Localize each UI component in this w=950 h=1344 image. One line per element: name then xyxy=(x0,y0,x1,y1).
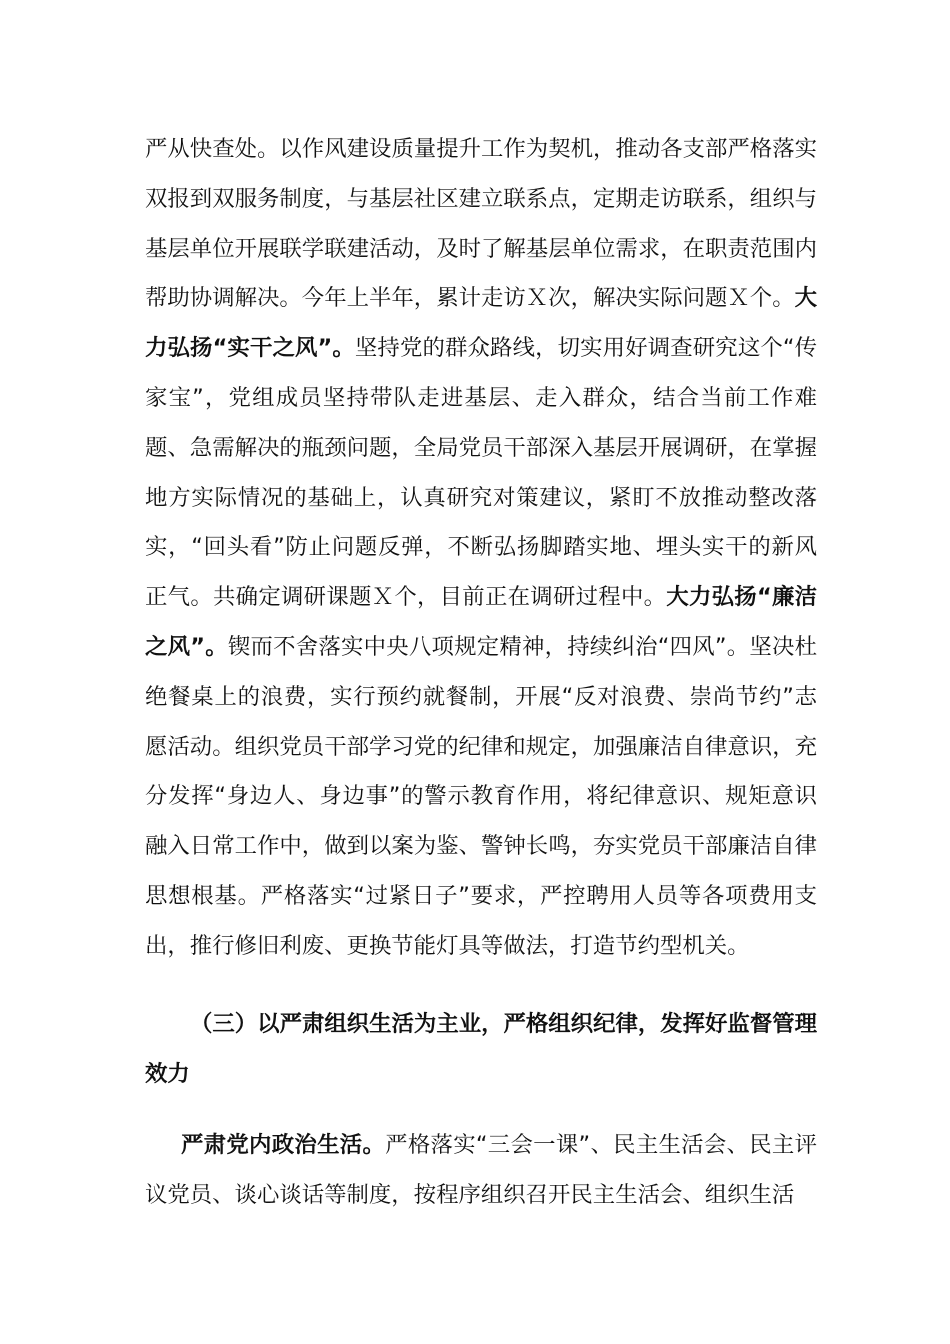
paragraph-text: 坚持党的群众路线，切实用好调查研究这个“传家宝”，党组成员坚持带队走进基层、走入群众，结合当前工作难题、急需解决的瓶颈问题，全局党员干部深入基层开展调研，在掌握地方实际情况的基础上，认真研究对策建议，紧盯不放推动整改落实，“回头看”防止问题反弹，不断弘扬脚踏实地、埋头实干的新风正气。共确定调研课题Ｘ个，目前正在调研过程中。 xyxy=(145,335,817,611)
paragraph-text: 严从快查处。以作风建设质量提升工作为契机，推动各支部严格落实双报到双服务制度，与基层社区建立联系点，定期走访联系，组织与基层单位开展联学联建活动，及时了解基层单位需求，在职责范围内帮助协调解决。今年上半年，累计走访Ｘ次，解决实际问题Ｘ个。 xyxy=(145,136,817,312)
bold-subheading: 严肃党内政治生活。 xyxy=(181,1132,386,1158)
paragraph-text: 严格落实“三会一课”、民主生活会、民主评议党员、谈心谈话等制度，按程序组织召开民主生活会、组织生活 xyxy=(145,1132,818,1208)
bold-subheading: 大力弘扬“廉洁之风”。 xyxy=(145,584,818,660)
section-heading: （三）以严肃组织生活为主业，严格组织纪律，发挥好监督管理效力 xyxy=(145,1011,817,1087)
paragraph-text: 锲而不舍落实中央八项规定精神，持续纠治“四风”。坚决杜绝餐桌上的浪费，实行预约就餐制，开展“反对浪费、崇尚节约”志愿活动。组织党员干部学习党的纪律和规定，加强廉洁自律意识，充分发挥“身边人、身边事”的警示教育作用，将纪律意识、规矩意识融入日常工作中，做到以案为鉴、警钟长鸣，夯实党员干部廉洁自律思想根基。严格落实“过紧日子”要求，严控聘用人员等各项费用支出，推行修旧利废、更换节能灯具等做法，打造节约型机关。 xyxy=(145,633,817,959)
bold-subheading: 大力弘扬“实干之风”。 xyxy=(145,285,817,362)
body-paragraph xyxy=(145,1121,817,1221)
body-paragraph xyxy=(145,125,817,972)
